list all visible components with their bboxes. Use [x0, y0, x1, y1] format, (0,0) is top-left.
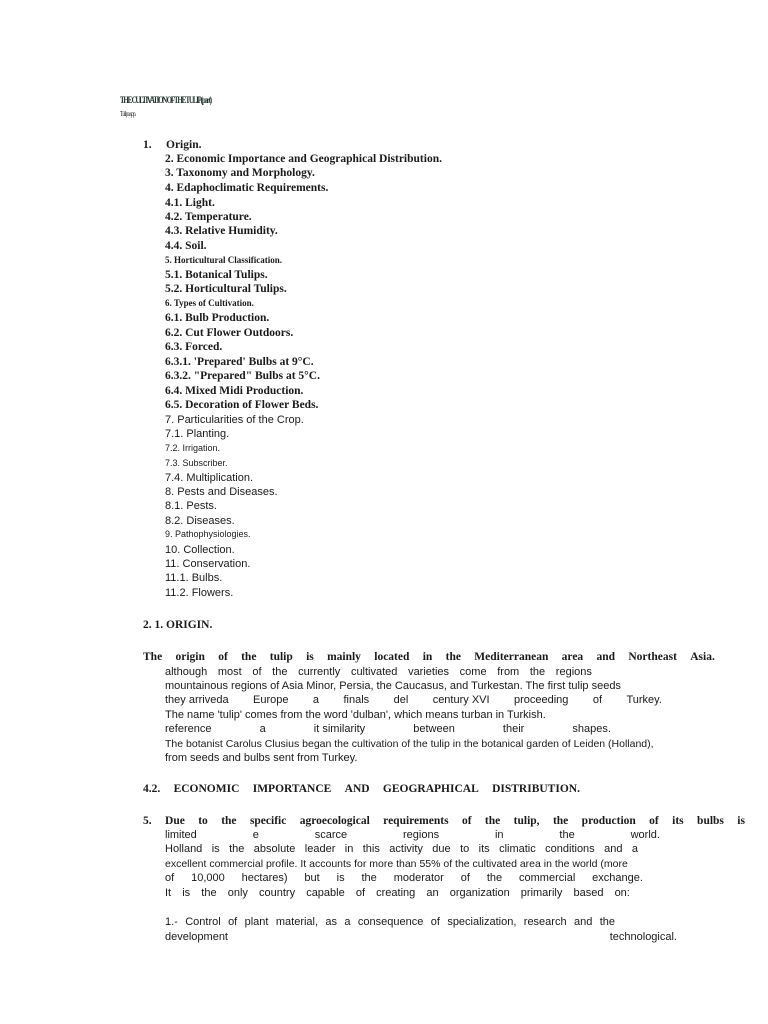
word: the	[361, 872, 377, 884]
text-line	[165, 738, 654, 750]
heading-word: IMPORTANCE	[252, 783, 332, 795]
toc-item: 4.4. Soil.	[165, 240, 207, 252]
word: the	[529, 666, 546, 678]
word: come	[459, 666, 487, 678]
word: area	[561, 651, 584, 663]
word: of	[228, 916, 238, 928]
text-line	[143, 651, 715, 663]
word: limited	[165, 829, 197, 841]
text-line	[165, 916, 615, 928]
word: but	[304, 872, 320, 884]
heading-word: ECONOMIC	[173, 783, 240, 795]
word: in	[422, 651, 433, 663]
toc-item: 5. Horticultural Classification.	[165, 255, 282, 265]
word: The name 'tulip' comes from the word 'dulban', which means turban in Turkish.	[165, 709, 546, 721]
word: the	[484, 815, 501, 827]
word: The botanist Carolus Clusius began the cultivation of the tulip in the botanical garden of Leiden (Holland),	[165, 738, 654, 750]
text-line	[165, 752, 357, 764]
text-line	[165, 709, 546, 721]
word: climatic	[499, 843, 536, 855]
text-line	[143, 815, 745, 827]
word: research	[523, 916, 567, 928]
word: reference	[165, 723, 212, 735]
word: proceeding	[513, 694, 569, 706]
word: as	[325, 916, 338, 928]
word: its	[672, 815, 684, 827]
word: of	[218, 651, 228, 663]
word: the	[445, 651, 461, 663]
word: organization	[449, 887, 510, 899]
word: from	[497, 666, 520, 678]
toc-item: 4. Edaphoclimatic Requirements.	[165, 182, 329, 194]
word: 5.	[143, 815, 152, 827]
word: Europe	[253, 694, 289, 706]
toc-item: 6.2. Cut Flower Outdoors.	[165, 327, 294, 339]
toc-item: 4.1. Light.	[165, 197, 215, 209]
word: located	[374, 651, 410, 663]
word: the	[552, 815, 569, 827]
word: exchange.	[592, 872, 643, 884]
word: is	[737, 815, 745, 827]
word: a	[312, 694, 320, 706]
word: 10,000	[191, 872, 225, 884]
toc-item: 5.2. Horticultural Tulips.	[165, 283, 287, 295]
word: a	[631, 843, 638, 855]
word: in	[494, 829, 504, 841]
word: leader	[304, 843, 336, 855]
word: hectares)	[241, 872, 288, 884]
toc-item: 5.1. Botanical Tulips.	[165, 269, 268, 281]
toc-item: 4.2. Temperature.	[165, 211, 252, 223]
toc-item: 7.2. Irrigation.	[165, 443, 221, 453]
toc-item: 11.1. Bulbs.	[165, 572, 223, 584]
word: specific	[249, 815, 287, 827]
word: of	[461, 815, 472, 827]
word: of	[355, 887, 366, 899]
word: Mediterranean	[474, 651, 549, 663]
word: 1.-	[165, 916, 178, 928]
word: activity	[389, 843, 423, 855]
word: the	[599, 916, 615, 928]
word: world.	[630, 829, 660, 841]
toc-item: 10. Collection.	[165, 544, 235, 556]
word: del	[393, 694, 409, 706]
toc-item: 11.2. Flowers.	[165, 587, 234, 599]
text-line	[165, 829, 660, 841]
word: creating	[376, 887, 416, 899]
text-line	[165, 931, 677, 943]
word: Turkey.	[626, 694, 662, 706]
word: the	[221, 815, 237, 827]
word: of	[165, 872, 175, 884]
word: their	[502, 723, 525, 735]
word: moderator	[393, 872, 444, 884]
word: tulip,	[513, 815, 540, 827]
section-heading-origin: 2. 1. ORIGIN.	[143, 619, 213, 631]
word: is	[211, 843, 220, 855]
word: is	[182, 887, 191, 899]
word: this	[362, 843, 380, 855]
toc-item: 8.1. Pests.	[165, 500, 217, 512]
word: and	[604, 843, 623, 855]
word: material,	[275, 916, 319, 928]
text-line	[165, 694, 662, 706]
word: origin	[175, 651, 205, 663]
toc-item: 7. Particularities of the Crop.	[165, 414, 304, 426]
toc-item-text: Origin.	[166, 139, 202, 151]
word: a	[259, 723, 266, 735]
word: is	[336, 872, 345, 884]
word: technological.	[609, 931, 677, 943]
word: conditions	[545, 843, 595, 855]
word: capable	[306, 887, 345, 899]
word: mountainous regions of Asia Minor, Persia, the Caucasus, and Turkestan. The first tulip seeds	[165, 680, 621, 692]
word: of	[252, 666, 262, 678]
word: from seeds and bulbs sent from Turkey.	[165, 752, 358, 764]
toc-item: 8. Pests and Diseases.	[165, 486, 278, 498]
section-heading-economic	[143, 783, 580, 795]
word: The	[143, 651, 163, 663]
word: primarily	[520, 887, 563, 899]
word: of	[430, 916, 440, 928]
heading-word: AND	[344, 783, 370, 795]
heading-word: DISTRIBUTION.	[492, 783, 580, 795]
word: the	[486, 872, 503, 884]
word: It	[165, 887, 172, 899]
text-line	[165, 666, 592, 678]
word: agroecological	[299, 815, 370, 827]
toc-item: 7.4. Multiplication.	[165, 472, 254, 484]
word: on:	[614, 887, 630, 899]
word: Control	[185, 916, 221, 928]
word: consequence	[357, 916, 424, 928]
word: requirements	[383, 815, 449, 827]
word: due	[432, 843, 451, 855]
word: production	[581, 815, 636, 827]
word: its	[478, 843, 490, 855]
word: Holland	[165, 843, 203, 855]
heading-word: 4.2.	[143, 783, 161, 795]
toc-item: 9. Pathophysiologies.	[165, 529, 251, 539]
toc-item	[143, 139, 201, 151]
text-line	[165, 723, 611, 735]
word: the	[229, 843, 245, 855]
word: and	[596, 651, 616, 663]
word: varieties	[408, 666, 450, 678]
toc-item: 6. Types of Cultivation.	[165, 298, 254, 308]
word: country	[259, 887, 296, 899]
word: finals	[343, 694, 370, 706]
word: commercial	[519, 872, 576, 884]
word: although	[165, 666, 208, 678]
word: to	[198, 815, 208, 827]
word: in	[344, 843, 354, 855]
word: they arriveda	[165, 694, 229, 706]
word: Asia.	[690, 651, 715, 663]
word: Due	[165, 815, 185, 827]
document-subtitle: Tulipa spp.	[120, 110, 136, 118]
word: and	[573, 916, 593, 928]
word: most	[217, 666, 242, 678]
text-line	[165, 843, 638, 855]
word: currently	[298, 666, 341, 678]
document-title: THE CULTIVATION OF THE TULIP (part)	[120, 95, 211, 105]
text-line	[165, 872, 643, 884]
toc-item: 6.5. Decoration of Flower Beds.	[165, 399, 319, 411]
word: shapes.	[572, 723, 611, 735]
word: of	[460, 872, 470, 884]
word: between	[413, 723, 455, 735]
word: is	[306, 651, 314, 663]
toc-item: 6.3.2. "Prepared" Bulbs at 5°C.	[165, 370, 320, 382]
word: regions	[555, 666, 592, 678]
word: plant	[244, 916, 269, 928]
toc-item-number: 1.	[143, 139, 152, 151]
word: mainly	[327, 651, 361, 663]
word: a	[344, 916, 351, 928]
toc-item: 7.3. Subscriber.	[165, 458, 228, 468]
text-line	[165, 858, 628, 870]
toc-item: 2. Economic Importance and Geographical Distribution.	[165, 153, 442, 165]
heading-word: GEOGRAPHICAL	[382, 783, 479, 795]
word: development	[165, 931, 228, 943]
toc-item: 4.3. Relative Humidity.	[165, 225, 278, 237]
word: it similarity	[313, 723, 366, 735]
word: cultivated	[350, 666, 398, 678]
word: of	[592, 694, 603, 706]
word: the	[201, 887, 217, 899]
word: century XVI	[432, 694, 490, 706]
word: bulbs	[697, 815, 724, 827]
word: only	[227, 887, 248, 899]
word: Northeast	[628, 651, 677, 663]
word: regions	[403, 829, 440, 841]
text-line	[165, 887, 630, 899]
word: an	[426, 887, 439, 899]
toc-item: 7.1. Planting.	[165, 428, 230, 440]
word: excellent commercial profile. It accounts for more than 55% of the cultivated area in the world (more	[165, 858, 628, 870]
word: tulip	[269, 651, 293, 663]
word: absolute	[253, 843, 296, 855]
word: to	[460, 843, 470, 855]
toc-item: 8.2. Diseases.	[165, 515, 235, 527]
word: based	[573, 887, 604, 899]
toc-item: 6.4. Mixed Midi Production.	[165, 385, 304, 397]
word: the	[559, 829, 575, 841]
toc-item: 6.3. Forced.	[165, 341, 223, 353]
toc-item: 6.3.1. 'Prepared' Bulbs at 9°C.	[165, 356, 314, 368]
word: the	[272, 666, 288, 678]
word: specialization,	[447, 916, 517, 928]
word: of	[649, 815, 659, 827]
word: the	[241, 651, 257, 663]
word: scarce	[314, 829, 348, 841]
word: e	[252, 829, 259, 841]
toc-item: 11. Conservation.	[165, 558, 251, 570]
text-line	[165, 680, 621, 692]
toc-item: 3. Taxonomy and Morphology.	[165, 167, 315, 179]
toc-item: 6.1. Bulb Production.	[165, 312, 270, 324]
